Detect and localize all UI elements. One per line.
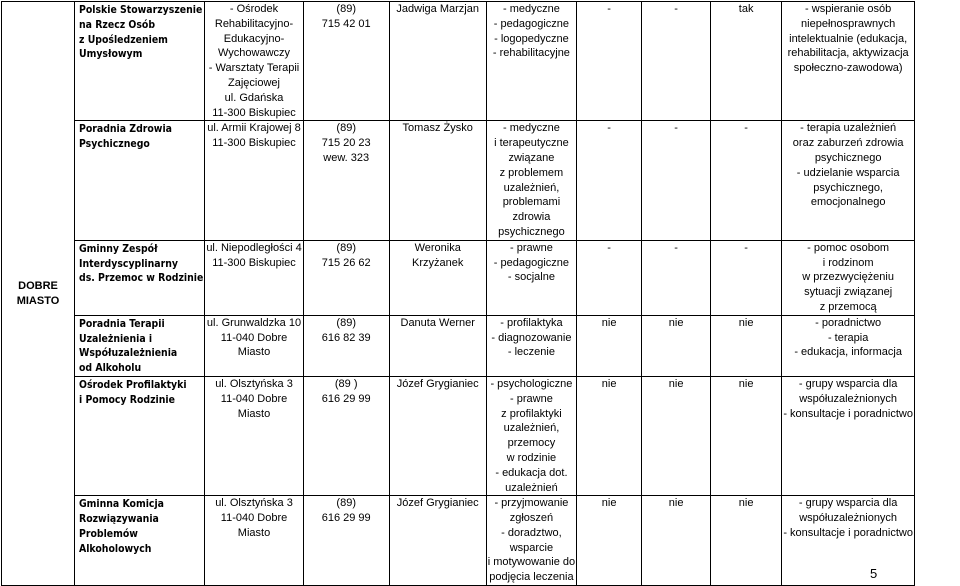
address — [205, 376, 303, 495]
organization-name — [75, 315, 205, 376]
cell-line: Krzyżanek — [412, 256, 464, 269]
cell-line: emocjonalnego — [810, 196, 886, 209]
cell-line: podjęcia leczenia — [489, 571, 574, 584]
cell-line: problemami — [502, 196, 561, 209]
column-6-value — [577, 240, 642, 315]
specialist-support — [486, 121, 576, 240]
column-7-value — [642, 2, 711, 121]
cell-line: nie — [601, 316, 617, 329]
cell-line: zdrowia — [512, 211, 551, 224]
cell-line: - — [607, 241, 611, 254]
cell-line: 715 20 23 — [321, 137, 371, 150]
cell-line: Edukacyjno- — [223, 32, 285, 45]
cell-line: przemocy — [507, 437, 556, 450]
organization-name — [75, 240, 205, 315]
column-7-value — [642, 315, 711, 376]
cell-line: z profilaktyki — [501, 407, 562, 420]
contact-person — [389, 376, 486, 495]
address — [205, 2, 303, 121]
cell-line: uzależnień — [505, 481, 558, 494]
cell-line: Ośrodek Profilaktyki — [79, 378, 187, 391]
cell-line: - — [674, 3, 678, 15]
table-row — [2, 496, 915, 586]
cell-line: - terapia — [827, 331, 869, 344]
cell-line: (89 ) — [334, 377, 358, 390]
cell-line: uzależnień, — [503, 422, 560, 435]
phone — [303, 2, 389, 121]
services-table — [1, 1, 915, 586]
cell-line: Miasto — [237, 526, 271, 539]
specialist-support — [486, 496, 576, 586]
cell-line: (89) — [336, 3, 356, 15]
cell-line: ul. Olsztyńska 3 — [215, 377, 293, 390]
cell-line: od Alkoholu — [79, 362, 142, 375]
cell-line: - udzielanie wsparcia — [796, 166, 900, 179]
cell-line: nie — [668, 497, 684, 510]
forms-of-support — [782, 376, 915, 495]
cell-line: Gminny Zespół — [79, 242, 158, 255]
cell-line: - medyczne — [502, 3, 560, 15]
cell-line: Uzależnienia i — [79, 332, 153, 345]
forms-of-support — [782, 315, 915, 376]
phone — [303, 121, 389, 240]
cell-line: z problemem — [499, 166, 564, 179]
column-8-value — [711, 240, 782, 315]
cell-line: z Upośledzeniem — [79, 33, 168, 46]
cell-line: - wspieranie osób — [805, 3, 892, 15]
cell-line: intelektualnie (edukacja, — [789, 32, 908, 45]
organization-name — [75, 496, 205, 586]
cell-line: - — [744, 241, 748, 254]
cell-line: - pomoc osobom — [807, 241, 890, 254]
cell-line: 11-040 Dobre — [220, 512, 288, 525]
phone — [303, 315, 389, 376]
cell-line: Problemów — [79, 527, 138, 540]
cell-line: ds. Przemoc w Rodzinie — [79, 272, 204, 285]
cell-line: rehabilitacja, aktywizacja — [787, 47, 909, 60]
table-row — [2, 240, 915, 315]
cell-line: i Pomocy Rodzinie — [79, 393, 175, 406]
cell-line: oraz zaburzeń zdrowia — [792, 137, 904, 150]
column-8-value — [711, 121, 782, 240]
cell-line: ul. Gdańska — [224, 91, 284, 104]
cell-line: - — [744, 122, 748, 135]
cell-line: nie — [601, 377, 617, 390]
column-6-value — [577, 121, 642, 240]
cell-line: - edukacja dot. — [495, 466, 568, 479]
cell-line: - doradztwo, — [501, 526, 562, 539]
cell-line: DOBRE — [18, 279, 58, 292]
cell-line: - — [674, 241, 678, 254]
cell-line: 11-040 Dobre — [220, 392, 288, 405]
cell-line: niepełnosprawnych — [801, 17, 896, 30]
cell-line: ul. Armii Krajowej 8 — [207, 122, 301, 135]
cell-line: - poradnictwo — [815, 316, 882, 329]
cell-line: wew. 323 — [323, 151, 370, 164]
cell-line: Józef Grygianiec — [396, 377, 479, 390]
cell-line: - diagnozowanie — [491, 331, 572, 344]
cell-line: Współuzależnienia — [79, 347, 178, 360]
cell-line: w rodzinie — [506, 451, 557, 464]
organization-name — [75, 376, 205, 495]
cell-line: - konsultacje i poradnictwo — [783, 526, 913, 539]
cell-line: - profilaktyka — [500, 316, 563, 329]
cell-line: tak — [738, 3, 754, 15]
column-7-value — [642, 240, 711, 315]
cell-line: 715 42 01 — [321, 17, 371, 30]
cell-line: Józef Grygianiec — [396, 497, 479, 510]
column-6-value — [577, 315, 642, 376]
cell-line: związane — [508, 151, 555, 164]
cell-line: Tomasz Żysko — [402, 122, 473, 135]
column-7-value — [642, 496, 711, 586]
cell-line: 11-040 Dobre — [220, 331, 288, 344]
cell-line: - logopedyczne — [494, 32, 569, 45]
cell-line: wsparcie — [509, 541, 554, 554]
cell-line: - pedagogiczne — [493, 17, 570, 30]
cell-line: Umysłowym — [79, 48, 143, 61]
cell-line: (89) — [336, 241, 356, 254]
contact-person — [389, 315, 486, 376]
cell-line: - grupy wsparcia dla — [798, 497, 898, 510]
cell-line: - medyczne — [502, 122, 560, 135]
cell-line: 616 82 39 — [321, 331, 371, 344]
cell-line: MIASTO — [16, 294, 60, 307]
cell-line: - konsultacje i poradnictwo — [783, 407, 913, 420]
organization-name — [75, 121, 205, 240]
cell-line: Jadwiga Marzjan — [396, 3, 479, 15]
cell-line: uzależnień, — [503, 181, 560, 194]
cell-line: Miasto — [237, 407, 271, 420]
contact-person — [389, 240, 486, 315]
table-row — [2, 315, 915, 376]
cell-line: 616 29 99 — [321, 392, 371, 405]
cell-line: ul. Olsztyńska 3 — [215, 497, 293, 510]
cell-line: zgłoszeń — [509, 512, 554, 525]
cell-line: ul. Niepodległości 4 — [206, 241, 302, 254]
contact-person — [389, 121, 486, 240]
page-number: 5 — [870, 566, 878, 581]
cell-line: 11-300 Biskupiec — [212, 106, 296, 119]
cell-line: nie — [738, 377, 754, 390]
column-6-value — [577, 376, 642, 495]
forms-of-support — [782, 121, 915, 240]
cell-line: i motywowanie do — [487, 556, 576, 569]
cell-line: 715 26 62 — [321, 256, 371, 269]
cell-line: psychicznego — [498, 225, 565, 238]
column-7-value — [642, 121, 711, 240]
contact-person — [389, 2, 486, 121]
cell-line: Psychicznego — [79, 138, 150, 151]
table-row — [2, 2, 915, 121]
cell-line: sytuacji związanej — [804, 286, 893, 299]
cell-line: (89) — [336, 316, 356, 329]
cell-line: - — [607, 122, 611, 135]
cell-line: - edukacja, informacja — [794, 346, 902, 359]
organization-name — [75, 2, 205, 121]
cell-line: - — [607, 3, 611, 15]
cell-line: (89) — [336, 122, 356, 135]
address — [205, 240, 303, 315]
address — [205, 121, 303, 240]
cell-line: - leczenie — [507, 346, 555, 359]
cell-line: Wychowawczy — [217, 47, 291, 60]
cell-line: Gminna Komicja — [79, 498, 164, 511]
cell-line: współuzależnionych — [799, 392, 898, 405]
column-8-value — [711, 496, 782, 586]
cell-line: Poradnia Zdrowia — [79, 123, 172, 136]
cell-line: w przezwyciężeniu — [802, 271, 894, 284]
column-8-value — [711, 315, 782, 376]
cell-line: - przyjmowanie — [494, 497, 569, 510]
cell-line: z przemocą — [819, 300, 877, 313]
cell-line: psychicznego — [814, 151, 882, 164]
cell-line: 11-300 Biskupiec — [212, 137, 296, 150]
address — [205, 496, 303, 586]
forms-of-support — [782, 2, 915, 121]
cell-line: na Rzecz Osób — [79, 18, 156, 31]
cell-line: - — [674, 122, 678, 135]
cell-line: Rozwiązywania — [79, 513, 159, 526]
cell-line: współuzależnionych — [799, 512, 898, 525]
cell-line: Interdyscyplinarny — [79, 257, 178, 270]
cell-line: - prawne — [510, 241, 553, 254]
cell-line: - socjalne — [507, 271, 555, 284]
table-row — [2, 121, 915, 240]
phone — [303, 376, 389, 495]
cell-line: - rehabilitacyjne — [492, 47, 570, 60]
cell-line: Danuta Werner — [400, 316, 475, 329]
column-7-value — [642, 376, 711, 495]
cell-line: 11-300 Biskupiec — [212, 256, 296, 269]
cell-line: Miasto — [237, 346, 271, 359]
cell-line: Weronika — [414, 241, 461, 254]
column-8-value — [711, 376, 782, 495]
cell-line: Rehabilitacyjno- — [214, 17, 294, 30]
forms-of-support — [782, 496, 915, 586]
specialist-support — [486, 376, 576, 495]
cell-line: nie — [601, 497, 617, 510]
cell-line: nie — [668, 377, 684, 390]
cell-line: - grupy wsparcia dla — [798, 377, 898, 390]
cell-line: ul. Grunwaldzka 10 — [206, 316, 302, 329]
contact-person — [389, 496, 486, 586]
phone — [303, 240, 389, 315]
cell-line: społeczno-zawodowa) — [793, 62, 903, 75]
cell-line: Alkoholowych — [79, 542, 152, 555]
cell-line: - pedagogiczne — [493, 256, 570, 269]
cell-line: psychicznego, — [813, 181, 883, 194]
specialist-support — [486, 240, 576, 315]
column-8-value — [711, 2, 782, 121]
forms-of-support — [782, 240, 915, 315]
cell-line: (89) — [336, 497, 356, 510]
side-label — [2, 2, 75, 586]
cell-line: Poradnia Terapii — [79, 317, 165, 330]
specialist-support — [486, 2, 576, 121]
cell-line: i terapeutyczne — [494, 137, 569, 150]
table-row — [2, 376, 915, 495]
phone — [303, 496, 389, 586]
cell-line: i rodzinom — [822, 256, 874, 269]
column-6-value — [577, 496, 642, 586]
cell-line: nie — [738, 497, 754, 510]
cell-line: - Warsztaty Terapii — [208, 62, 300, 75]
address — [205, 315, 303, 376]
cell-line: - psychologiczne — [490, 377, 573, 390]
cell-line: - Ośrodek — [229, 3, 279, 15]
column-6-value — [577, 2, 642, 121]
cell-line: nie — [668, 316, 684, 329]
cell-line: Polskie Stowarzyszenie — [79, 4, 203, 16]
cell-line: Zajęciowej — [228, 76, 280, 89]
cell-line: - terapia uzależnień — [800, 122, 897, 135]
specialist-support — [486, 315, 576, 376]
cell-line: - prawne — [510, 392, 553, 405]
cell-line: nie — [738, 316, 754, 329]
cell-line: 616 29 99 — [321, 512, 371, 525]
